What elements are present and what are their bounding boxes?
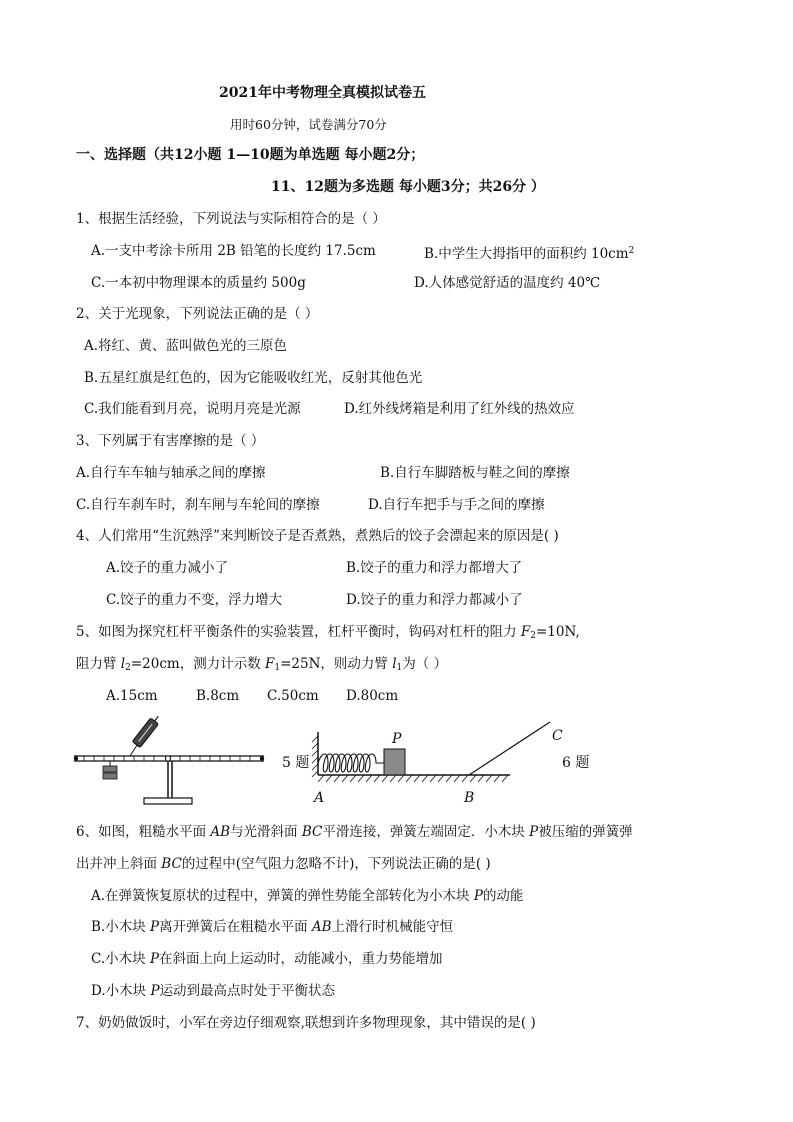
q2-option-a: A.将红、黄、蓝叫做色光的三原色: [84, 338, 288, 354]
ground-hatch: [318, 775, 508, 782]
lever-figure: [72, 716, 272, 812]
q6-option-d: D.小木块 P运动到最高点时处于平衡状态: [91, 983, 336, 999]
spring-scale-icon: [132, 713, 162, 748]
block-p: [384, 749, 405, 775]
q4-option-d: D.饺子的重力和浮力都减小了: [346, 592, 523, 608]
q6-stem-cont: 出并冲上斜面 BC的过程中(空气阻力忽略不计)，下列说法正确的是( ): [76, 856, 491, 872]
lever-end-left: [74, 756, 78, 760]
q1-option-d: D.人体感觉舒适的温度约 40℃: [414, 275, 601, 291]
q5-option-a: A.15cm: [106, 688, 158, 704]
q1-option-c: C.一本初中物理课本的质量约 500g: [91, 275, 306, 291]
exam-info: 用时60分钟，试卷满分70分: [230, 117, 387, 132]
q3-stem: 3、下列属于有害摩擦的是（ ）: [76, 433, 265, 449]
incline-bc: [469, 722, 550, 775]
label-p: P: [392, 731, 402, 747]
q7-stem: 7、奶奶做饭时，小军在旁边仔细观察,联想到许多物理现象，其中错误的是( ): [76, 1015, 536, 1031]
q2-option-b: B.五星红旗是红色的，因为它能吸收红光，反射其他色光: [84, 370, 423, 386]
q4-option-c: C.饺子的重力不变，浮力增大: [106, 592, 283, 608]
q3-option-a: A.自行车车轴与轴承之间的摩擦: [76, 465, 266, 481]
label-b: B: [464, 790, 475, 806]
q1-stem: 1、根据生活经验，下列说法与实际相符合的是（ ）: [76, 211, 386, 227]
q5-option-c: C.50cm: [267, 688, 319, 704]
q5-stem: 5、如图为探究杠杆平衡条件的实验装置，杠杆平衡时，钩码对杠杆的阻力 $F_2=10N$,: [76, 624, 580, 641]
q2-stem: 2、关于光现象，下列说法正确的是（ ）: [76, 306, 319, 322]
q6-option-a: A.在弹簧恢复原状的过程中，弹簧的弹性势能全部转化为小木块 P的动能: [91, 888, 524, 904]
q6-stem: 6、如图，粗糙水平面 AB与光滑斜面 BC平滑连接，弹簧左端固定．小木块 P被压缩的弹簧弹: [76, 824, 633, 840]
wall-hatch: [312, 736, 318, 777]
q2-option-d: D.红外线烤箱是利用了红外线的热效应: [344, 401, 575, 417]
lever-end-right: [260, 756, 264, 760]
q3-option-c: C.自行车刹车时，刹车闸与车轮间的摩擦: [76, 497, 320, 513]
page-title: 2021年中考物理全真模拟试卷五: [219, 85, 426, 101]
section-heading-cont: 11、12题为多选题 每小题3分；共26分 ）: [271, 179, 545, 195]
q5-option-d: D.80cm: [346, 688, 399, 704]
figure-label-q5: 5 题: [282, 755, 310, 771]
q1-option-b: B.中学生大拇指甲的面积约 $10cm^2$: [424, 246, 635, 262]
q3-option-d: D.自行车把手与手之间的摩擦: [368, 497, 545, 513]
q4-option-a: A.饺子的重力减小了: [106, 560, 229, 576]
q4-option-b: B.饺子的重力和浮力都增大了: [346, 560, 523, 576]
q2-option-c: C.我们能看到月亮，说明月亮是光源: [84, 401, 301, 417]
q3-option-b: B.自行车脚踏板与鞋之间的摩擦: [380, 465, 570, 481]
section-heading: 一、选择题（共12小题 1—10题为单选题 每小题2分；: [76, 147, 425, 163]
q6-option-c: C.小木块 P在斜面上向上运动时，动能减小，重力势能增加: [91, 951, 443, 967]
spring-incline-figure: [274, 718, 604, 808]
q4-stem: 4、人们常用“生沉熟浮”来判断饺子是否煮熟，煮熟后的饺子会漂起来的原因是( ): [76, 528, 559, 544]
label-a: A: [314, 790, 325, 806]
weight-icon: [103, 766, 117, 772]
q6-option-b: B.小木块 P离开弹簧后在粗糙水平面 AB上滑行时机械能守恒: [91, 919, 454, 935]
figure-label-q6: 6 题: [562, 755, 590, 771]
q5-option-b: B.8cm: [196, 688, 240, 704]
q5-stem-cont: 阻力臂 $l_2=20cm$，测力计示数 $F_1=25N$，则动力臂 $l_1$为（ ）: [76, 656, 448, 673]
label-c: C: [552, 728, 563, 744]
spring-icon: [318, 754, 384, 772]
pivot-icon: [165, 756, 170, 761]
q1-option-a: A.一支中考涂卡所用 2B 铅笔的长度约 17.5cm: [91, 243, 376, 259]
stand-base: [144, 798, 192, 804]
